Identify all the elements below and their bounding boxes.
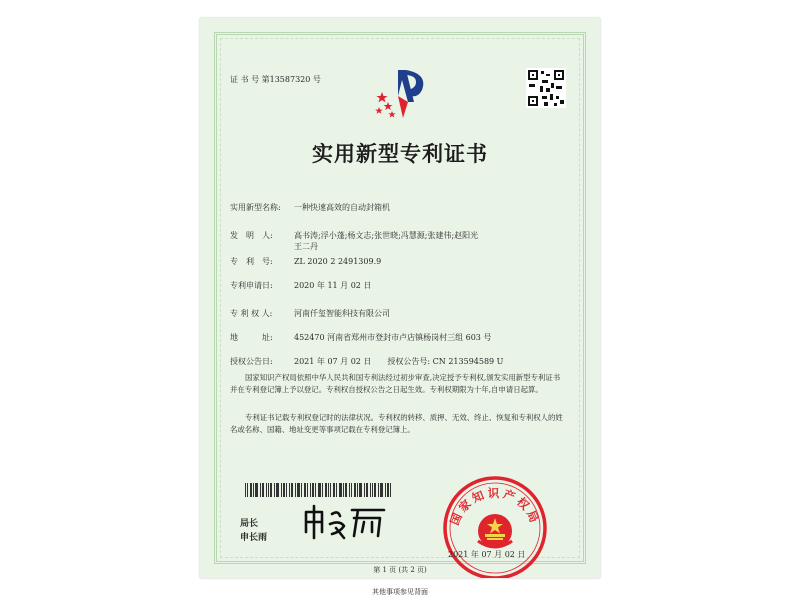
grant-statement-paragraph: 国家知识产权局依照中华人民共和国专利法经过初步审查,决定授予专利权,颁发实用新型专利证书并在专利登记簿上予以登记。专利权自授权公告之日起生效。专利权期限为十年,自申请日起算。	[230, 373, 561, 394]
certificate-title: 实用新型专利证书	[312, 142, 488, 166]
director-name: 申长雨	[240, 533, 268, 543]
patent-certificate: 证 书 号 第13587320 号 实用新型专利证书 实用新型名称: 一种快速高效的自动封箱机 发 明 人: 高书涛;浮小蓬;杨文志;张世晓;冯慧源;张建伟;赵阳光 王二丹 专 利 号: ZL 2020 2 2491309.9 专利申请日: 2020 年 11 月 02 日 专 利 权 人: 河南仟玺智能科技有限公司 地 址: 452470 河南省郑州市登封市卢店镇杨岗村三组 603 号 授权公告日: 2021 年 07 月 02 日 授权公告号: CN 213594589 U 国家知识产权局依照中华人民共和国专利法经过初步审查,决定授予专利权,颁发实用新型专利证书并在专利登记簿上予以登记。专利权自授权公告之日起生效。专利权期限为十年,自申请日起算。 专利证书记载专利权登记时的法律状况。专利权的转移、质押、无效、终止、恢复和专利权人的姓名或名称、国籍、地址变更等事项记载在专利登记簿上。 局长 申长雨 国家知识产权局 2021 年 07 月 02 日 第 1 页 (共 2 页)	[200, 18, 600, 578]
barcode-icon	[245, 483, 395, 497]
seal-date: 2021 年 07 月 02 日	[448, 550, 526, 559]
seal-text: 国家知识产权局	[447, 486, 543, 528]
legal-status-paragraph: 专利证书记载专利权登记时的法律状况。专利权的转移、质押、无效、终止、恢复和专利权人的姓名或名称、国籍、地址变更等事项记载在专利登记簿上。	[230, 413, 563, 434]
certificate-number: 证 书 号 第13587320 号	[230, 75, 321, 84]
qr-code-icon	[526, 68, 566, 108]
official-seal-icon	[440, 473, 550, 578]
footer-note: 其他事项参见背面	[372, 588, 428, 596]
page-number: 第 1 页 (共 2 页)	[373, 566, 427, 574]
director-title: 局长	[240, 519, 259, 529]
cnipa-logo-icon	[370, 66, 430, 124]
director-signature-icon	[300, 502, 390, 542]
